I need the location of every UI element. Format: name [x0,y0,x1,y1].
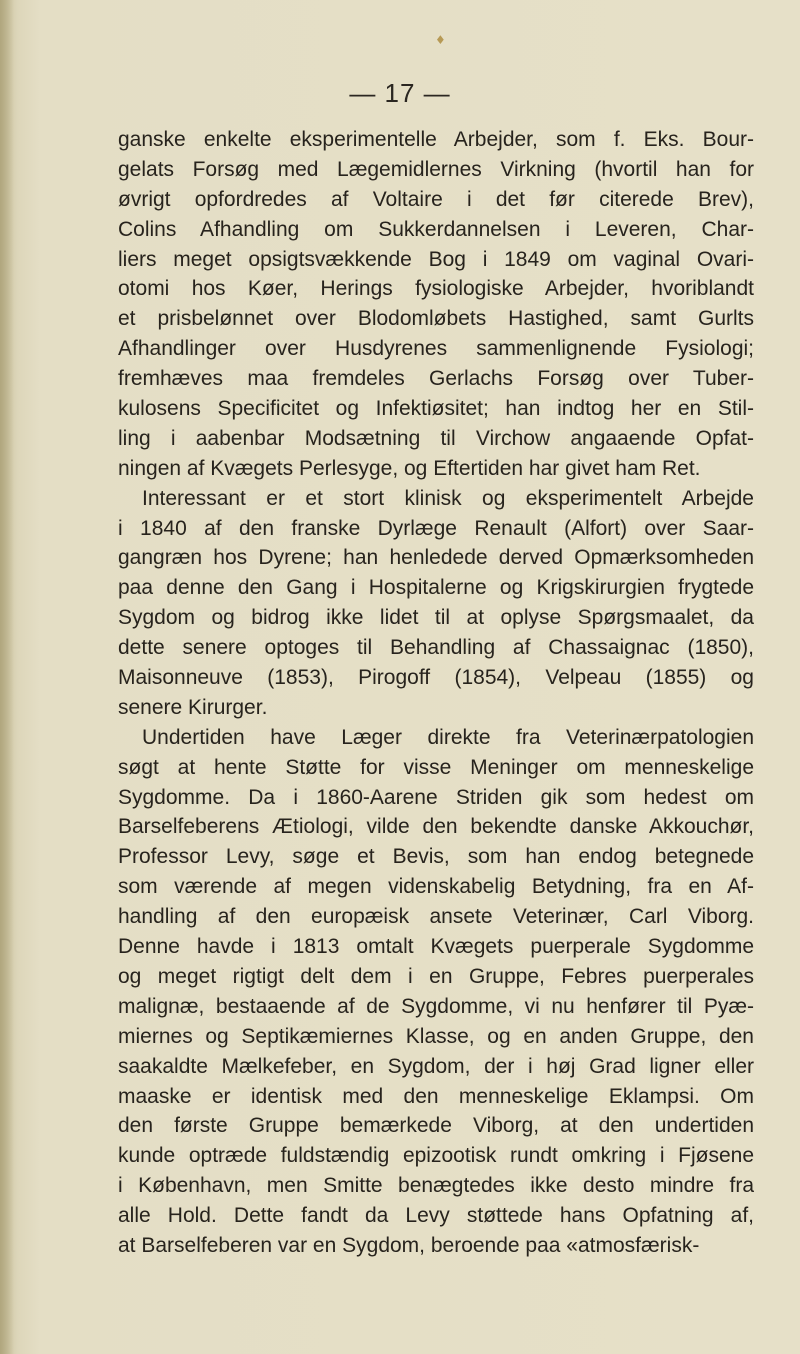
page-number: — 17 — [349,78,451,108]
text-line: liers meget opsigtsvækkende Bog i 1849 om vaginal Ovari- [118,247,754,271]
text-line: fremhæves maa fremdeles Gerlachs Forsøg over Tuber- [118,367,754,391]
text-line: dette senere optoges til Behandling af Chassaignac (1850), [118,636,754,660]
text-line: ganske enkelte eksperimentelle Arbejder, som f. Eks. Bour- [118,128,754,151]
text-line: senere Kirurger. [118,695,268,719]
text-line: Interessant er et stort klinisk og eksperimentelt Arbejde [142,486,754,510]
text-line: et prisbelønnet over Blodomløbets Hastighed, samt Gurlts [118,307,754,331]
text-line: i 1840 af den franske Dyrlæge Renault (Alfort) over Saar- [118,516,754,540]
text-line: som værende af megen videnskabelig Betydning, fra en Af- [118,875,754,899]
text-line: kulosens Specificitet og Infektiøsitet; han indtog her en Stil- [118,397,754,421]
body-text [118,125,754,1261]
text-line: Colins Afhandling om Sukkerdannelsen i Leveren, Char- [118,217,754,241]
text-line: Maisonneuve (1853), Pirogoff (1854), Velpeau (1855) og [118,666,754,690]
ink-mark: ♦ [435,33,446,47]
text-line: gelats Forsøg med Lægemidlernes Virkning (hvortil han for [118,157,754,181]
text-line: Barselfeberens Ætiologi, vilde den bekendte danske Akkouchør, [118,815,754,839]
text-line: saakaldte Mælkefeber, en Sygdom, der i høj Grad ligner eller [118,1054,754,1078]
text-line: malignæ, bestaaende af de Sygdomme, vi nu henfører til Pyæ- [118,994,754,1018]
text-line: ling i aabenbar Modsætning til Virchow angaaende Opfat- [118,426,754,450]
text-line: Afhandlinger over Husdyrenes sammenlignende Fysiologi; [118,337,754,361]
text-line: øvrigt opfordredes af Voltaire i det før citerede Brev), [118,187,754,211]
text-line: søgt at hente Støtte for visse Meninger om menneskelige [118,755,754,779]
text-line: kunde optræde fuldstændig epizootisk rundt omkring i Fjøsene [118,1144,754,1168]
text-line: Undertiden have Læger direkte fra Veterinærpatologien [142,725,754,749]
text-line: Sygdom og bidrog ikke lidet til at oplyse Spørgsmaalet, da [118,606,754,630]
text-line: miernes og Septikæmiernes Klasse, og en anden Gruppe, den [118,1024,754,1048]
text-line: og meget rigtigt delt dem i en Gruppe, Febres puerperales [118,964,754,988]
text-line: at Barselfeberen var en Sygdom, beroende paa «atmosfærisk- [118,1233,700,1257]
text-line: gangræn hos Dyrene; han henledede derved Opmærksomheden [118,546,754,570]
text-line: Sygdomme. Da i 1860-Aarene Striden gik som hedest om [118,785,754,809]
text-line: handling af den europæisk ansete Veterinær, Carl Viborg. [118,905,754,929]
text-line: otomi hos Køer, Herings fysiologiske Arbejder, hvoriblandt [118,277,754,301]
text-line: alle Hold. Dette fandt da Levy støttede hans Opfatning af, [118,1204,754,1228]
text-line: i København, men Smitte benægtedes ikke desto mindre fra [118,1174,754,1198]
text-line: maaske er identisk med den menneskelige Eklampsi. Om [118,1084,754,1108]
text-line: Denne havde i 1813 omtalt Kvægets puerperale Sygdomme [118,935,754,959]
text-line: paa denne den Gang i Hospitalerne og Krigskirurgien frygtede [118,576,754,600]
text-line: Professor Levy, søge et Bevis, som han endog betegnede [118,845,754,869]
text-line: ningen af Kvægets Perlesyge, og Eftertiden har givet ham Ret. [118,456,701,480]
text-line: den første Gruppe bemærkede Viborg, at den undertiden [118,1114,754,1138]
page-binding-shadow [0,0,14,1354]
